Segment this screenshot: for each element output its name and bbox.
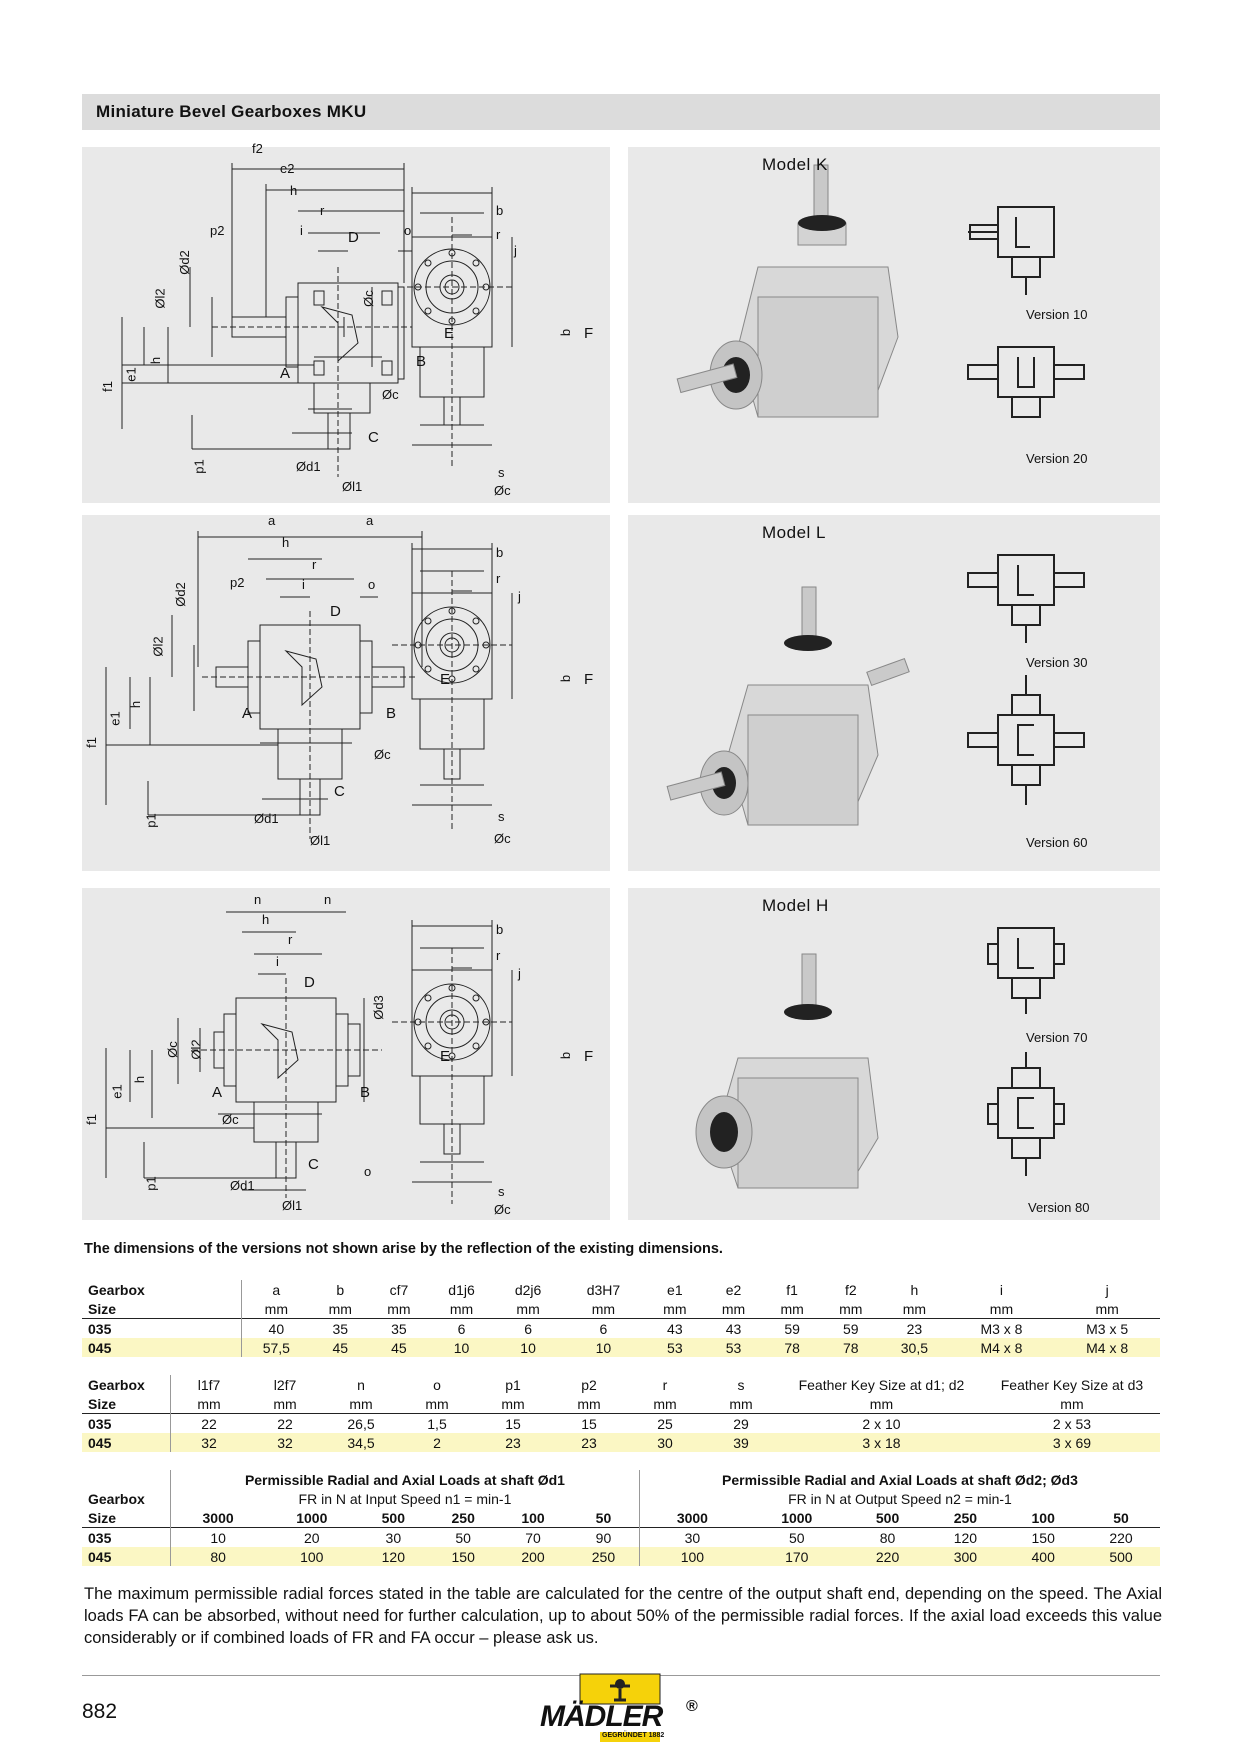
dim-label: Øc [382, 387, 399, 402]
table-header-cell: d3H7 [586, 1281, 621, 1298]
dim-label: r [496, 571, 501, 586]
table-header-cell: mm [989, 1300, 1014, 1317]
dim-label: Øl1 [310, 833, 331, 848]
table-header-cell: mm [328, 1300, 352, 1317]
table-cell: 10 [495, 1338, 562, 1357]
version-label: Version 70 [1026, 1030, 1088, 1045]
table-header-cell: e2 [725, 1281, 742, 1298]
dim-label: C [308, 1156, 319, 1173]
brand-subtitle: GEGRÜNDET 1882 [602, 1732, 665, 1739]
table-header-cell: s [737, 1376, 745, 1393]
table-cell: 57,5 [241, 1338, 311, 1357]
dim-label: s [498, 465, 505, 480]
table-cell: 10 [171, 1528, 266, 1548]
table-cell: 3 x 69 [984, 1433, 1160, 1452]
table-cell: M4 x 8 [1054, 1338, 1160, 1357]
table-cell: 045 [82, 1547, 171, 1566]
table-cell: 20 [265, 1528, 358, 1548]
table-header-cell: 100 [521, 1509, 545, 1526]
dim-label: o [368, 577, 376, 592]
table-header-cell: o [433, 1376, 441, 1393]
dim-label: Ød1 [296, 459, 321, 474]
dim-label: B [386, 705, 397, 722]
table-cell: 220 [849, 1547, 927, 1566]
table-row [82, 1433, 1160, 1452]
madler-logo [540, 1672, 700, 1746]
dim-label: E [444, 325, 455, 342]
dim-label: j [518, 589, 521, 604]
table-cell: 78 [763, 1338, 822, 1357]
table-cell: 500 [1082, 1547, 1160, 1566]
table-header-cell: 50 [595, 1509, 612, 1526]
table-cell: 80 [849, 1528, 927, 1548]
table-header-cell: mm [653, 1395, 677, 1412]
table-header-cell: 3000 [639, 1508, 744, 1528]
dim-label: B [416, 353, 427, 370]
table-header-cell: f1 [786, 1281, 798, 1298]
dim-label: r [320, 203, 325, 218]
table-header-cell: mm [516, 1300, 540, 1317]
table-cell: 43 [704, 1319, 763, 1339]
table-header-cell: mm [171, 1394, 248, 1414]
table-header-cell: p1 [505, 1376, 521, 1393]
version-schematics-k [628, 147, 1160, 503]
dim-label: B [360, 1084, 371, 1101]
dim-label: b [558, 1051, 574, 1060]
table-header-cell: mm [501, 1395, 525, 1412]
table-header-cell: mm [729, 1395, 753, 1412]
table-cell: 34,5 [323, 1433, 399, 1452]
table-cell: 32 [247, 1433, 323, 1452]
technical-drawing-l [82, 515, 610, 871]
version-label: Version 30 [1026, 655, 1088, 670]
table-header-row [82, 1280, 1160, 1299]
page-number: 882 [82, 1700, 118, 1723]
dim-label: D [330, 603, 341, 620]
dim-label: s [498, 809, 505, 824]
dim-label: i [302, 577, 305, 592]
dim-label: Øc [222, 1112, 239, 1127]
dim-label: Øc [494, 831, 511, 846]
product-panel-model-h [628, 888, 1160, 1220]
table-header-cell: 3000 [171, 1508, 266, 1528]
table-cell: 2 x 10 [779, 1414, 984, 1434]
table-cell: 15 [551, 1414, 627, 1434]
table-cell: 045 [82, 1338, 241, 1357]
dim-label: b [558, 328, 574, 337]
table-header-cell: mm [869, 1395, 894, 1412]
dim-label: h [290, 183, 298, 198]
table-header-cell: mm [902, 1300, 927, 1317]
table-cell: 035 [82, 1414, 171, 1434]
table-cell: 250 [568, 1547, 639, 1566]
table-cell: 80 [171, 1547, 266, 1566]
dim-label: e1 [123, 367, 139, 382]
dim-label: h [132, 1075, 148, 1084]
table-header-cell: mm [663, 1300, 687, 1317]
dim-label: s [498, 1184, 505, 1199]
explanatory-paragraph: The maximum permissible radial forces stated in the table are calculated for the centre of the output shaft end, depending on the speed. The Axial loads FA can be absorbed, without need for further calculation, up to about 50% of the permissible radial forces. If the axial load exceeds this value considerably or if combined loads of FR and FA occur – please ask us. [84, 1585, 1162, 1647]
table-cell: 30,5 [880, 1338, 949, 1357]
dim-label: i [300, 223, 303, 238]
table-group-subtitle: FR in N at Input Speed n1 = min-1 [171, 1489, 640, 1508]
table-cell: 1,5 [399, 1414, 475, 1434]
table-header-cell: mm [721, 1300, 746, 1317]
drawing-panel-model-k [82, 141, 610, 503]
table-cell: 29 [703, 1414, 779, 1434]
table-cell: M3 x 8 [949, 1319, 1055, 1339]
table-cell: 120 [926, 1528, 1004, 1548]
dim-label: F [584, 1048, 594, 1065]
table-cell: 15 [475, 1414, 551, 1434]
table-cell: 30 [358, 1528, 428, 1548]
table-header-cell: mm [1060, 1395, 1084, 1412]
table-header-cell: mm [591, 1300, 616, 1317]
dim-label: r [496, 948, 501, 963]
dim-label: e2 [280, 161, 295, 176]
table-header-cell: 250 [953, 1509, 978, 1526]
dim-label: e1 [107, 711, 123, 726]
table-header-cell: 100 [1031, 1509, 1055, 1526]
table-cell: 59 [763, 1319, 822, 1339]
registered-mark: ® [686, 1698, 698, 1715]
table-cell: 10 [561, 1338, 645, 1357]
product-panel-model-k [628, 147, 1160, 503]
dim-label: A [212, 1084, 223, 1101]
table-cell: 22 [247, 1414, 323, 1434]
table-cell: 50 [745, 1528, 849, 1548]
dim-label: o [364, 1164, 372, 1179]
table-header-cell: Size [88, 1509, 117, 1526]
dim-label: D [304, 974, 315, 991]
dim-label: j [514, 243, 517, 258]
table-cell: 70 [498, 1528, 568, 1548]
table-header-cell: mm [577, 1395, 601, 1412]
table-header-cell: r [662, 1376, 668, 1393]
dim-label: Øl1 [282, 1198, 303, 1213]
table-header-cell: mm [349, 1395, 373, 1412]
dim-label: f2 [252, 141, 263, 156]
table-cell: 6 [561, 1319, 645, 1339]
technical-drawing-k [82, 147, 610, 503]
table-header-cell: d1j6 [448, 1281, 475, 1298]
dim-label: E [440, 671, 451, 688]
table-cell: 045 [82, 1433, 171, 1452]
table-header-row [82, 1299, 1160, 1319]
table-cell: 45 [311, 1338, 370, 1357]
dim-label: b [558, 674, 574, 683]
table-header-cell: b [336, 1281, 345, 1298]
dim-label: p2 [210, 223, 225, 238]
table-cell: 035 [82, 1319, 241, 1339]
table-cell: M3 x 5 [1054, 1319, 1160, 1339]
dim-label: Ød1 [254, 811, 279, 826]
dim-label: Øl2 [150, 636, 166, 657]
dim-label: Ød1 [230, 1178, 255, 1193]
dim-label: Ød3 [370, 995, 386, 1020]
dim-label: i [276, 954, 279, 969]
dim-label: p2 [230, 575, 245, 590]
table-header-cell: j [1105, 1281, 1109, 1298]
table-cell: 6 [495, 1319, 562, 1339]
table-cell: 6 [428, 1319, 495, 1339]
table-header-cell: 500 [381, 1509, 405, 1526]
page-title: Miniature Bevel Gearboxes MKU [96, 102, 367, 121]
table-cell: 23 [551, 1433, 627, 1452]
table-header-row [82, 1394, 1160, 1414]
dim-label: E [440, 1048, 451, 1065]
dim-label: b [496, 922, 504, 937]
table-header-cell: 50 [1113, 1509, 1129, 1526]
version-label: Version 60 [1026, 835, 1088, 850]
table-row [82, 1528, 1160, 1548]
dim-label: f1 [83, 737, 99, 748]
dim-label: p1 [143, 1176, 159, 1191]
table-cell: 23 [475, 1433, 551, 1452]
version-label: Version 20 [1026, 451, 1088, 466]
table-header-cell: Gearbox [88, 1376, 145, 1393]
model-title-h: Model H [762, 896, 829, 915]
dim-label: A [242, 705, 253, 722]
dim-label: h [262, 912, 270, 927]
table-header-cell: Size [88, 1300, 117, 1317]
dim-label: Øc [494, 483, 511, 498]
table-cell: 22 [171, 1414, 248, 1434]
dim-label: Øl1 [342, 479, 363, 494]
dim-label: r [312, 557, 317, 572]
dim-label: h [148, 356, 164, 365]
table-header-cell: mm [839, 1300, 863, 1317]
table-header-cell: mm [425, 1395, 449, 1412]
table-header-cell: l1f7 [171, 1375, 248, 1394]
table-cell: 220 [1082, 1528, 1160, 1548]
table-cell: 2 x 53 [984, 1414, 1160, 1434]
table-cell: 53 [646, 1338, 705, 1357]
table-header-cell: mm [387, 1300, 411, 1317]
dimensions-note: The dimensions of the versions not shown arise by the reflection of the existing dimensions. [84, 1241, 723, 1257]
table-header-cell: Size [88, 1395, 117, 1412]
table-cell: 26,5 [323, 1414, 399, 1434]
dim-label: a [366, 513, 374, 528]
table-header-cell: n [357, 1376, 365, 1393]
model-title-l: Model L [762, 523, 826, 542]
table-group-title: Permissible Radial and Axial Loads at shaft Ød2; Ød3 [639, 1470, 1160, 1489]
dim-label: r [288, 932, 293, 947]
brand-name: MÄDLER [540, 1700, 663, 1733]
table-group-title: Permissible Radial and Axial Loads at shaft Ød1 [171, 1470, 640, 1489]
dim-label: j [518, 966, 521, 981]
table-header-cell: a [241, 1280, 311, 1299]
drawing-panel-model-h [82, 888, 610, 1220]
table-row [82, 1547, 1160, 1566]
table-cell: 30 [627, 1433, 703, 1452]
table-cell: 2 [399, 1433, 475, 1452]
dim-label: Øl2 [188, 1039, 204, 1060]
table-cell: 78 [821, 1338, 880, 1357]
dim-label: A [280, 365, 291, 382]
dim-label: C [334, 783, 345, 800]
table-header-cell: mm [241, 1299, 311, 1319]
dim-label: Øc [374, 747, 391, 762]
dim-label: h [128, 700, 144, 709]
drawing-panel-model-l [82, 515, 610, 871]
dim-label: F [584, 671, 594, 688]
table-row [82, 1414, 1160, 1434]
dim-label: b [496, 203, 504, 218]
table-header-cell: mm [449, 1300, 474, 1317]
table-cell: 43 [646, 1319, 705, 1339]
dim-label: C [368, 429, 379, 446]
table-header-cell: cf7 [389, 1281, 409, 1298]
dim-label: n [324, 892, 332, 907]
dim-label: p1 [143, 813, 159, 828]
table-cell: 150 [1004, 1528, 1082, 1548]
table-cell: 200 [498, 1547, 568, 1566]
version-schematics-h [628, 888, 1160, 1220]
table-cell: 150 [428, 1547, 498, 1566]
dim-label: Øc [494, 1202, 511, 1217]
dim-label: Øc [164, 1041, 180, 1058]
dim-label: h [282, 535, 290, 550]
table-header-cell: Gearbox [88, 1281, 145, 1298]
dim-label: f1 [99, 381, 115, 392]
page-header-bar [82, 94, 1160, 130]
table-cell: 59 [821, 1319, 880, 1339]
table-header-cell: 1000 [296, 1509, 328, 1526]
table-cell: 100 [265, 1547, 358, 1566]
dim-label: n [254, 892, 262, 907]
table-header-cell: mm [1095, 1300, 1119, 1317]
table-header-cell: h [910, 1281, 919, 1298]
product-panel-model-l [628, 515, 1160, 871]
table-header-cell: 1000 [781, 1509, 813, 1526]
model-title-k: Model K [762, 155, 828, 174]
table-header-row [82, 1508, 1160, 1528]
table-cell: 23 [880, 1319, 949, 1339]
table-header-cell: e1 [667, 1281, 683, 1298]
dimensions-table-2 [82, 1375, 1160, 1452]
loads-table [82, 1470, 1160, 1566]
table-cell: 3 x 18 [779, 1433, 984, 1452]
dim-label: e1 [109, 1084, 125, 1099]
table-header-cell: 250 [451, 1509, 475, 1526]
table-header-row [82, 1375, 1160, 1394]
table-row [82, 1319, 1160, 1339]
table-header-row [82, 1489, 1160, 1508]
table-header-cell: p2 [581, 1376, 597, 1393]
table-row [82, 1338, 1160, 1357]
table-header-cell: mm [273, 1395, 297, 1412]
dim-label: a [268, 513, 276, 528]
table-cell: 30 [639, 1528, 744, 1548]
table-header-row [82, 1470, 1160, 1489]
table-cell: 10 [428, 1338, 495, 1357]
table-cell: 40 [241, 1319, 311, 1339]
table-header-cell: f2 [844, 1281, 857, 1298]
version-schematics-l [628, 515, 1160, 871]
table-cell: 25 [627, 1414, 703, 1434]
table-cell: 53 [704, 1338, 763, 1357]
table-cell: M4 x 8 [949, 1338, 1055, 1357]
table-cell: 90 [568, 1528, 639, 1548]
table-cell: 45 [370, 1338, 429, 1357]
dim-label: r [496, 227, 501, 242]
dim-label: Øl2 [152, 288, 168, 309]
table-cell: 35 [311, 1319, 370, 1339]
table-header-cell: l2f7 [273, 1376, 297, 1393]
version-label: Version 80 [1028, 1200, 1090, 1215]
dim-label: p1 [191, 459, 207, 474]
table-header-cell: Gearbox [88, 1490, 145, 1507]
dim-label: o [404, 223, 412, 238]
technical-drawing-h [82, 888, 610, 1220]
table-cell: 035 [82, 1528, 171, 1548]
table-header-cell: i [999, 1281, 1004, 1298]
table-header-cell: d2j6 [514, 1281, 542, 1298]
table-header-cell: mm [780, 1300, 804, 1317]
table-cell: 300 [926, 1547, 1004, 1566]
table-cell: 120 [358, 1547, 428, 1566]
table-cell: 32 [171, 1433, 248, 1452]
table-header-cell: Feather Key Size at d3 [1000, 1376, 1144, 1393]
table-group-subtitle: FR in N at Output Speed n2 = min-1 [639, 1489, 1160, 1508]
table-cell: 170 [745, 1547, 849, 1566]
table-header-cell: 500 [875, 1509, 900, 1526]
dimensions-table-1 [82, 1280, 1160, 1357]
dim-label: f1 [83, 1114, 99, 1125]
table-header-cell: Feather Key Size at d1; d2 [798, 1376, 965, 1393]
dim-label: F [584, 325, 594, 342]
table-cell: 39 [703, 1433, 779, 1452]
table-cell: 100 [639, 1547, 744, 1566]
dim-label: Ød2 [176, 250, 192, 275]
table-cell: 400 [1004, 1547, 1082, 1566]
dim-label: Øc [360, 290, 376, 307]
dim-label: b [496, 545, 504, 560]
dim-label: D [348, 229, 359, 246]
table-cell: 35 [370, 1319, 429, 1339]
dim-label: Ød2 [172, 582, 188, 607]
version-label: Version 10 [1026, 307, 1088, 322]
table-cell: 50 [428, 1528, 498, 1548]
